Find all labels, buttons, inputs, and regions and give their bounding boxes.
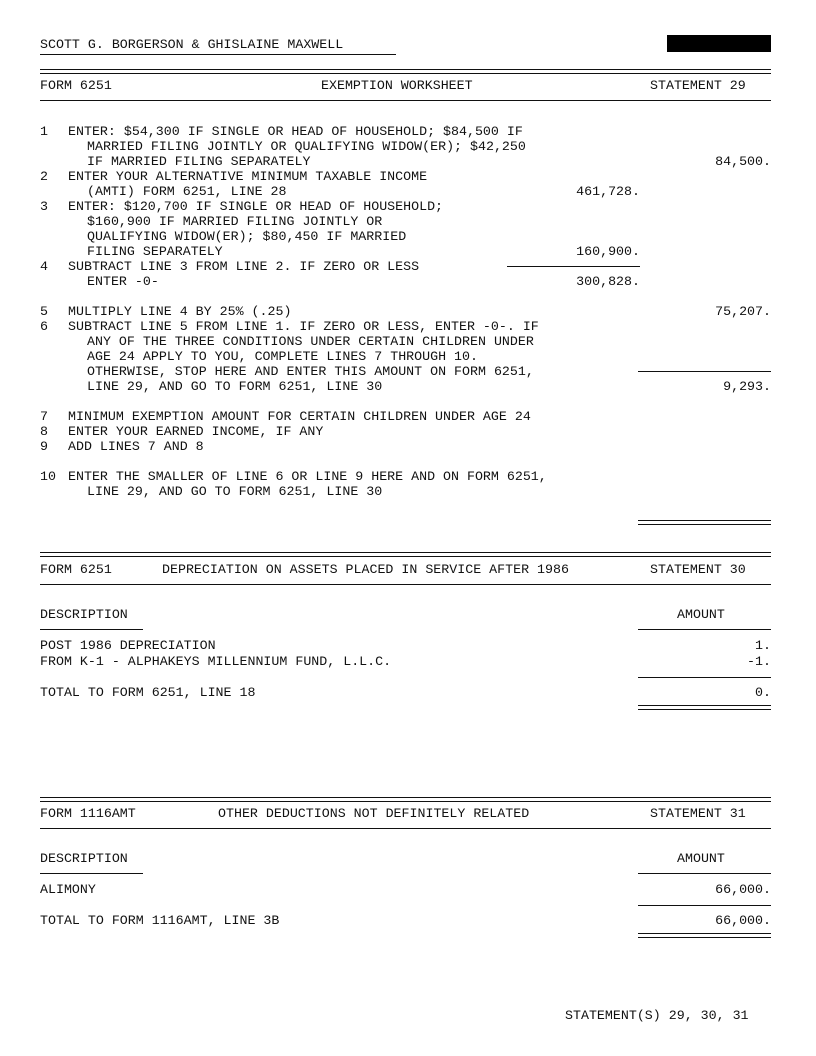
- table-row-description: ALIMONY: [40, 882, 96, 897]
- line-text: MARRIED FILING JOINTLY OR QUALIFYING WIDOW(ER); $42,250: [87, 139, 526, 154]
- stmt31-total-label: TOTAL TO FORM 1116AMT, LINE 3B: [40, 913, 280, 928]
- amount-line1: 84,500.: [715, 154, 771, 169]
- stmt30-col-description: DESCRIPTION: [40, 607, 128, 622]
- amount-line3: 160,900.: [576, 244, 640, 259]
- stmt31-title: OTHER DEDUCTIONS NOT DEFINITELY RELATED: [218, 806, 530, 821]
- line-number: 4: [40, 259, 48, 274]
- line-text: ENTER: $54,300 IF SINGLE OR HEAD OF HOUSEHOLD; $84,500 IF: [68, 124, 523, 139]
- stmt30-total-amount: 0.: [755, 685, 771, 700]
- stmt31-col-description-underline: [40, 873, 143, 874]
- line-text: QUALIFYING WIDOW(ER); $80,450 IF MARRIED: [87, 229, 407, 244]
- stmt29-form: FORM 6251: [40, 78, 112, 93]
- taxpayer-names-underline: [40, 54, 396, 55]
- amount-line6: 9,293.: [723, 379, 771, 394]
- stmt31-form: FORM 1116AMT: [40, 806, 136, 821]
- stmt31-top-rule: [40, 797, 771, 802]
- line-text: ADD LINES 7 AND 8: [68, 439, 204, 454]
- stmt30-title: DEPRECIATION ON ASSETS PLACED IN SERVICE AFTER 1986: [162, 562, 569, 577]
- stmt30-header-rule: [40, 584, 771, 585]
- line-text: ANY OF THE THREE CONDITIONS UNDER CERTAIN CHILDREN UNDER: [87, 334, 534, 349]
- line-text: ENTER YOUR EARNED INCOME, IF ANY: [68, 424, 324, 439]
- line-text: AGE 24 APPLY TO YOU, COMPLETE LINES 7 THROUGH 10.: [87, 349, 478, 364]
- line-text: ENTER: $120,700 IF SINGLE OR HEAD OF HOUSEHOLD;: [68, 199, 444, 214]
- amount-line4: 300,828.: [576, 274, 640, 289]
- table-row-amount: 66,000.: [715, 882, 771, 897]
- line-number: 6: [40, 319, 48, 334]
- stmt30-subtotal-rule: [638, 677, 771, 678]
- stmt30-col-amount-underline: [638, 629, 771, 630]
- line-text: ENTER THE SMALLER OF LINE 6 OR LINE 9 HERE AND ON FORM 6251,: [68, 469, 547, 484]
- stmt30-top-rule: [40, 552, 771, 557]
- stmt31-subtotal-rule: [638, 905, 771, 906]
- taxpayer-names: SCOTT G. BORGERSON & GHISLAINE MAXWELL: [40, 37, 344, 52]
- stmt30-col-description-underline: [40, 629, 143, 630]
- table-row-amount: -1.: [747, 654, 771, 669]
- stmt30-total-double-underline: [638, 705, 771, 710]
- line-text: IF MARRIED FILING SEPARATELY: [87, 154, 311, 169]
- line-text: (AMTI) FORM 6251, LINE 28: [87, 184, 287, 199]
- stmt30-total-label: TOTAL TO FORM 6251, LINE 18: [40, 685, 256, 700]
- stmt29-header-rule: [40, 100, 771, 101]
- amount-line5: 75,207.: [715, 304, 771, 319]
- line-number: 9: [40, 439, 48, 454]
- line-number: 10: [40, 469, 56, 484]
- stmt30-statement: STATEMENT 30: [650, 562, 746, 577]
- line-text: ENTER YOUR ALTERNATIVE MINIMUM TAXABLE INCOME: [68, 169, 428, 184]
- line-text: LINE 29, AND GO TO FORM 6251, LINE 30: [87, 379, 383, 394]
- line-number: 2: [40, 169, 48, 184]
- line-text: $160,900 IF MARRIED FILING JOINTLY OR: [87, 214, 383, 229]
- stmt30-form: FORM 6251: [40, 562, 112, 577]
- line-number: 1: [40, 124, 48, 139]
- line-text: FILING SEPARATELY: [87, 244, 223, 259]
- statement-refs-footer: STATEMENT(S) 29, 30, 31: [565, 1008, 749, 1023]
- stmt30-col-amount: AMOUNT: [677, 607, 725, 622]
- line-number: 7: [40, 409, 48, 424]
- line3-underline: [507, 266, 640, 267]
- line-text: LINE 29, AND GO TO FORM 6251, LINE 30: [87, 484, 383, 499]
- line-text: SUBTRACT LINE 3 FROM LINE 2. IF ZERO OR LESS: [68, 259, 420, 274]
- table-row-amount: 1.: [755, 638, 771, 653]
- stmt31-col-amount: AMOUNT: [677, 851, 725, 866]
- line-text: OTHERWISE, STOP HERE AND ENTER THIS AMOUNT ON FORM 6251,: [87, 364, 534, 379]
- stmt31-statement: STATEMENT 31: [650, 806, 746, 821]
- stmt31-total-amount: 66,000.: [715, 913, 771, 928]
- stmt29-statement: STATEMENT 29: [650, 78, 746, 93]
- line-text: SUBTRACT LINE 5 FROM LINE 1. IF ZERO OR LESS, ENTER -0-. IF: [68, 319, 539, 334]
- stmt31-total-double-underline: [638, 933, 771, 938]
- line-number: 5: [40, 304, 48, 319]
- table-row-description: POST 1986 DEPRECIATION: [40, 638, 216, 653]
- amount-line2: 461,728.: [576, 184, 640, 199]
- redaction-box: [667, 35, 771, 52]
- stmt31-header-rule: [40, 828, 771, 829]
- line-text: MINIMUM EXEMPTION AMOUNT FOR CERTAIN CHILDREN UNDER AGE 24: [68, 409, 531, 424]
- line-text: ENTER -0-: [87, 274, 159, 289]
- stmt29-top-rule: [40, 69, 771, 74]
- line-number: 3: [40, 199, 48, 214]
- stmt29-title: EXEMPTION WORKSHEET: [321, 78, 473, 93]
- stmt31-col-description: DESCRIPTION: [40, 851, 128, 866]
- line10-double-underline: [638, 520, 771, 525]
- line-text: MULTIPLY LINE 4 BY 25% (.25): [68, 304, 292, 319]
- line-number: 8: [40, 424, 48, 439]
- stmt31-col-amount-underline: [638, 873, 771, 874]
- line5-underline: [638, 371, 771, 372]
- table-row-description: FROM K-1 - ALPHAKEYS MILLENNIUM FUND, L.L.C.: [40, 654, 392, 669]
